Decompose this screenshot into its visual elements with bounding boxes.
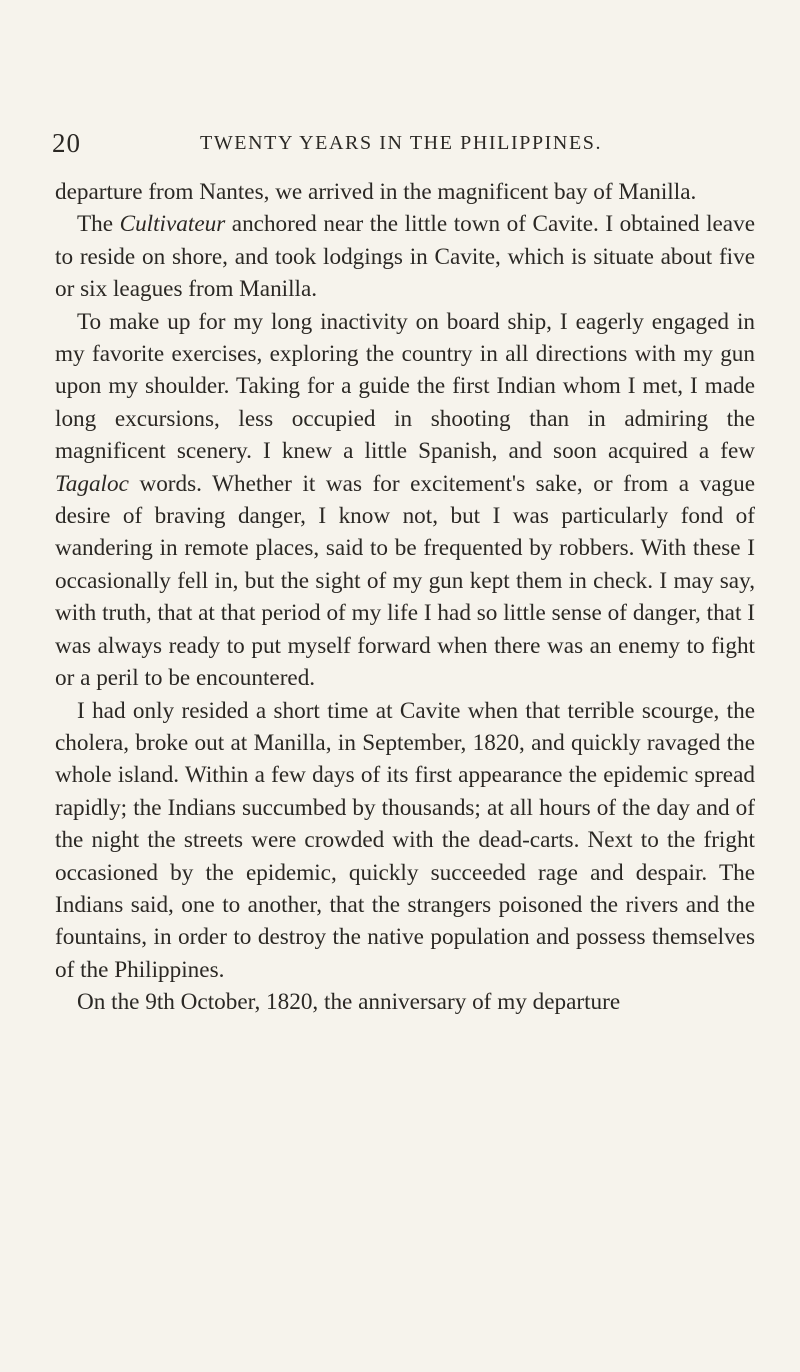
paragraph-2: [55, 208, 755, 305]
paragraph-2-text-end: anchored near the little town of Cavite. I obtained leave to reside on shore, and took lodgings in Cavite, which is situate about five or six leagues from Manilla.: [55, 211, 755, 303]
page-number: 20: [52, 128, 81, 158]
paragraph-5-text: On the 9th October, 1820, the anniversary of my departure: [77, 989, 621, 1016]
running-head: TWENTY YEARS IN THE PHILIPPINES.: [200, 132, 603, 154]
paragraph-1-text: departure from Nantes, we arrived in the magnificent bay of Manilla.: [55, 179, 697, 205]
paragraph-3-text-end: words. Whether it was for excitement's sake, or from a vague desire of braving danger, I know not, but I was particularly fond of wandering in remote places, said to be frequented by robbers. With these I occasionally fell in, but the sight of my gun kept them in check. I may say, with truth, that at that period of my life I had so little sense of danger, that I was always ready to put myself forward when there was an enemy to fight or a peril to be encountered.: [55, 470, 755, 692]
paragraph-5: [55, 986, 755, 1018]
paragraph-2-text-start: The: [77, 211, 120, 238]
paragraph-3-text-start: To make up for my long inactivity on board ship, I eagerly engaged in my favorite exercises, exploring the country in all directions with my gun upon my shoulder. Taking for a guide the first Indian whom I met, I made long excursions, less occupied in shooting than in admiring the magnificent scenery. I knew a little Spanish, and soon acquired a few: [55, 308, 755, 465]
paragraph-4: [55, 695, 755, 987]
language-name-italic: Tagaloc: [55, 470, 129, 497]
paragraph-3: [55, 306, 755, 695]
paragraph-4-text: I had only resided a short time at Cavite when that terrible scourge, the cholera, broke out at Manilla, in September, 1820, and quickly ravaged the whole island. Within a few days of its first appearance the epidemic spread rapidly; the Indians succumbed by thousands; at all hours of the day and of the night the streets were crowded with the dead-carts. Next to the fright occasioned by the epidemic, quickly succeeded rage and despair. The Indians said, one to another, that the strangers poisoned the rivers and the fountains, in order to destroy the native population and possess themselves of the Philippines.: [55, 697, 755, 983]
ship-name-italic: Cultivateur: [119, 211, 226, 238]
paragraph-1: [55, 176, 755, 208]
page-header: [52, 128, 752, 164]
body-text: [55, 176, 755, 1019]
